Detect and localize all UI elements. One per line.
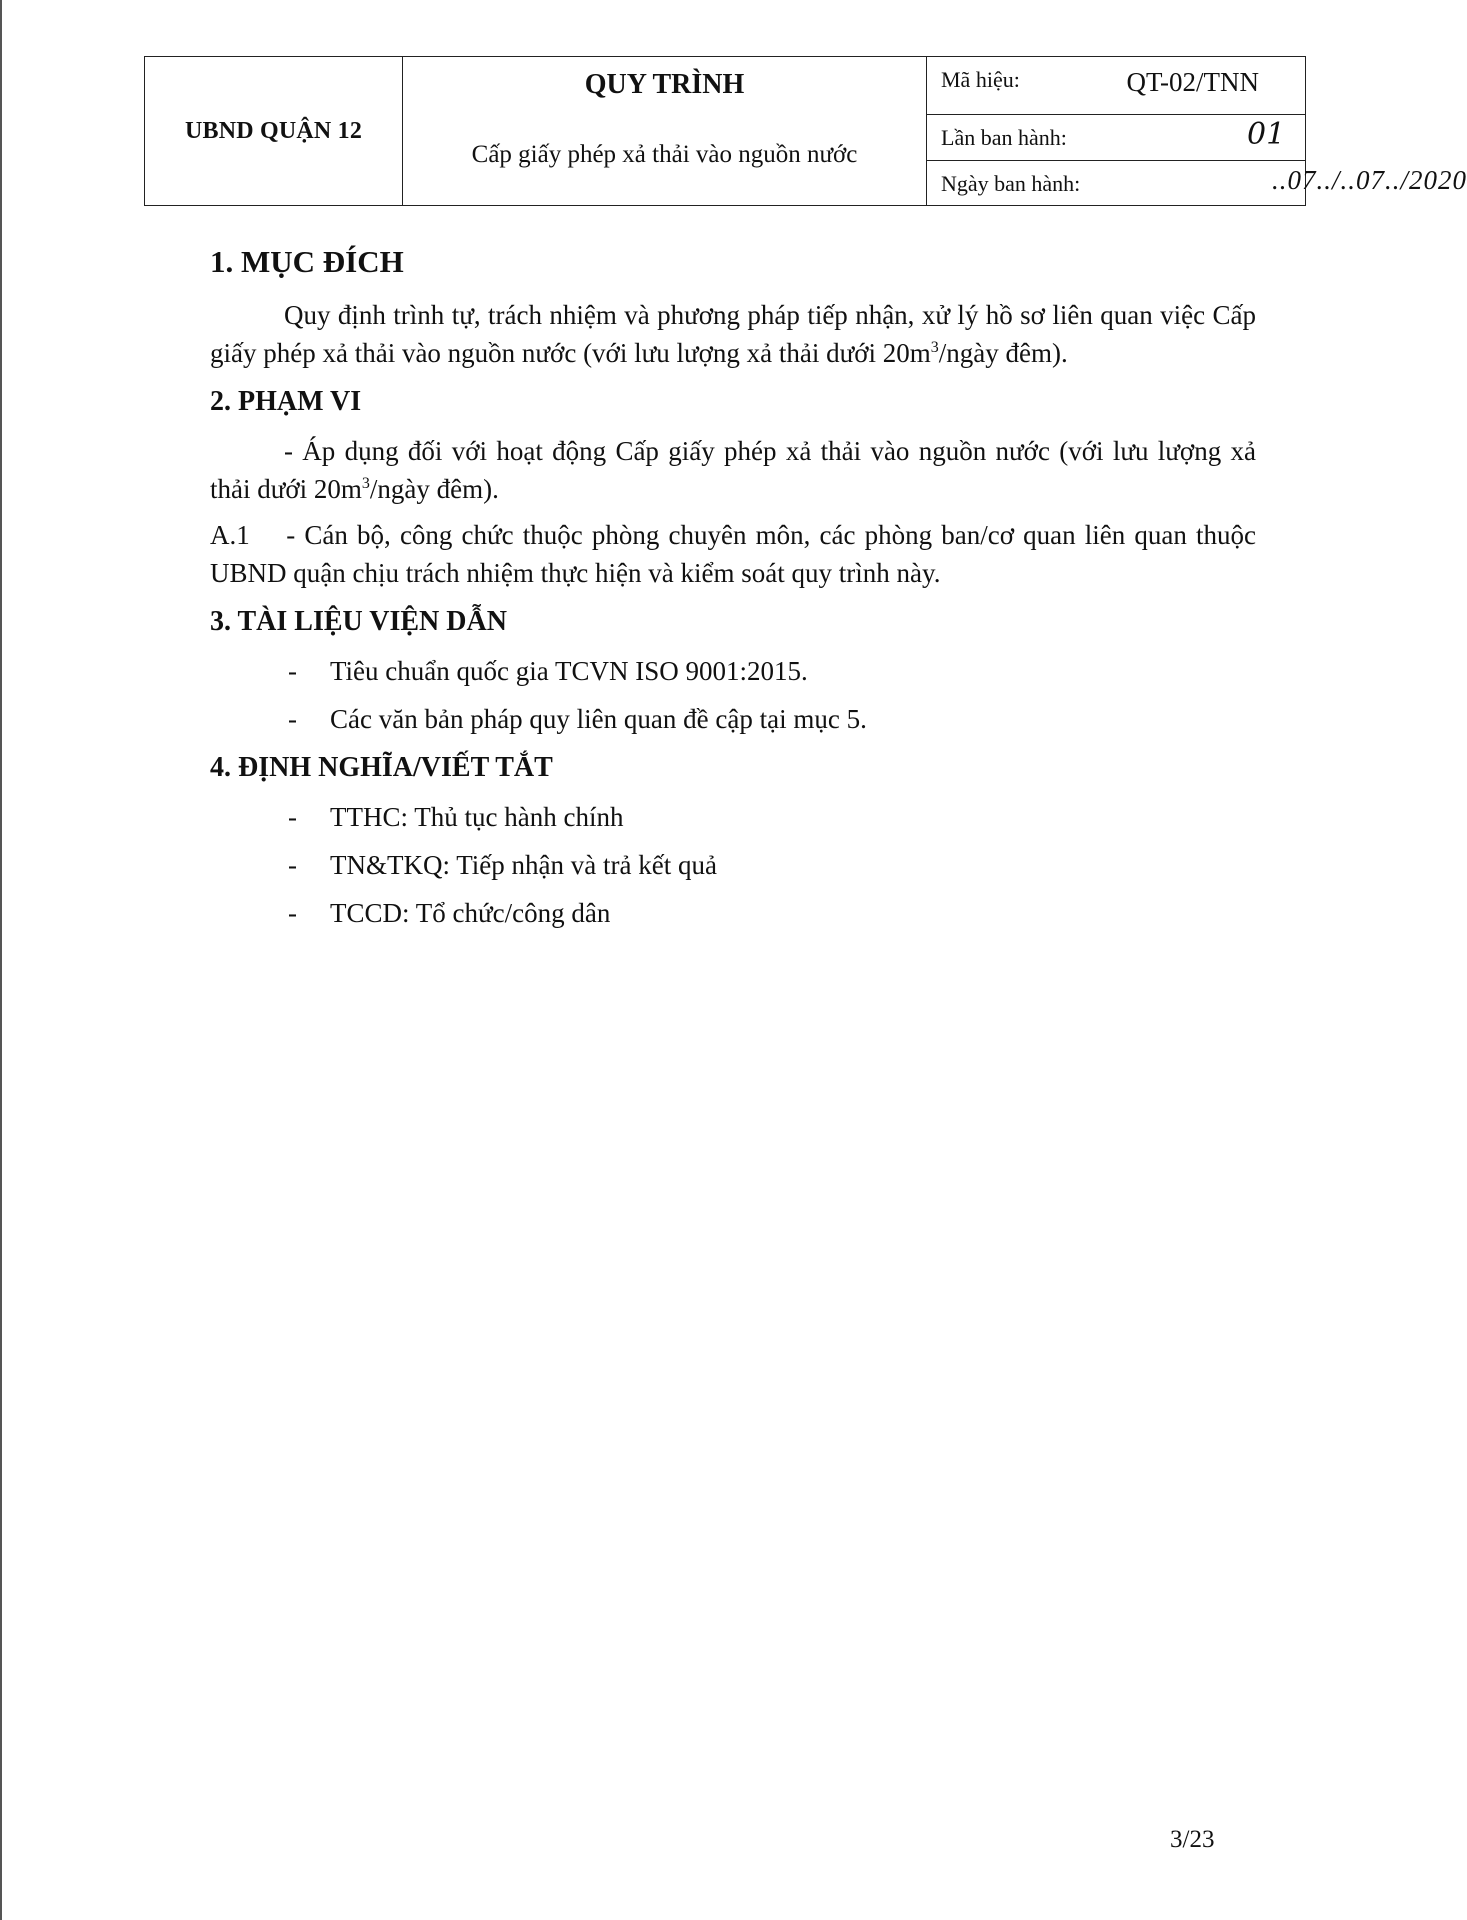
issue-value: 01 — [1247, 117, 1286, 152]
issue-label: Lần ban hành: — [941, 125, 1067, 150]
org-cell — [145, 57, 403, 205]
section-3-title: 3. TÀI LIỆU VIỆN DẪN — [210, 606, 507, 637]
page-edge — [0, 0, 2, 1920]
list-item: - TTHC: Thủ tục hành chính — [288, 802, 624, 832]
list-item: - TN&TKQ: Tiếp nhận và trả kết quả — [288, 850, 717, 880]
meta-cell — [927, 57, 1467, 205]
procedure-title: QUY TRÌNH — [584, 69, 745, 100]
issue-row — [927, 115, 1305, 161]
section-2-a1 — [210, 516, 1256, 592]
list-item: - Tiêu chuẩn quốc gia TCVN ISO 9001:2015. — [288, 656, 808, 686]
section-2-title: 2. PHẠM VI — [210, 386, 362, 417]
title-cell — [403, 57, 927, 205]
date-label: Ngày ban hành: — [941, 171, 1081, 196]
org-name: UBND QUẬN 12 — [184, 117, 363, 144]
document-header-table — [144, 56, 1467, 206]
date-value: ..07../..07../2020 — [1272, 165, 1467, 195]
a1-label: A.1 — [210, 520, 250, 550]
procedure-subtitle: Cấp giấy phép xả thải vào nguồn nước — [471, 141, 858, 168]
date-row — [927, 161, 1467, 205]
list-item: - Các văn bản pháp quy liên quan đề cập tại mục 5. — [288, 704, 867, 734]
list-item: - TCCD: Tổ chức/công dân — [288, 898, 611, 928]
section-4-title: 4. ĐỊNH NGHĨA/VIẾT TẮT — [210, 752, 553, 783]
section-1-title: 1. MỤC ĐÍCH — [210, 244, 404, 279]
code-value: QT-02/TNN — [1126, 67, 1259, 97]
code-label: Mã hiệu: — [941, 67, 1020, 92]
document-body — [210, 244, 1256, 942]
code-row — [927, 57, 1305, 115]
a1-text: - Cán bộ, công chức thuộc phòng chuyên môn, các phòng ban/cơ quan liên quan thuộc UBND quận chịu trách nhiệm thực hiện và kiểm soát quy trình này. — [210, 520, 1256, 588]
page-number: 3/23 — [1170, 1826, 1215, 1853]
section-2-text: - Áp dụng đối với hoạt động Cấp giấy phép xả thải vào nguồn nước (với lưu lượng xả thải dưới $20m^3$/ngày đêm). — [210, 436, 1256, 504]
section-1-text: Quy định trình tự, trách nhiệm và phương pháp tiếp nhận, xử lý hồ sơ liên quan việc Cấp giấy phép xả thải vào nguồn nước (với lưu lượng xả thải dưới $20m^3$/ngày đêm). — [210, 300, 1256, 368]
